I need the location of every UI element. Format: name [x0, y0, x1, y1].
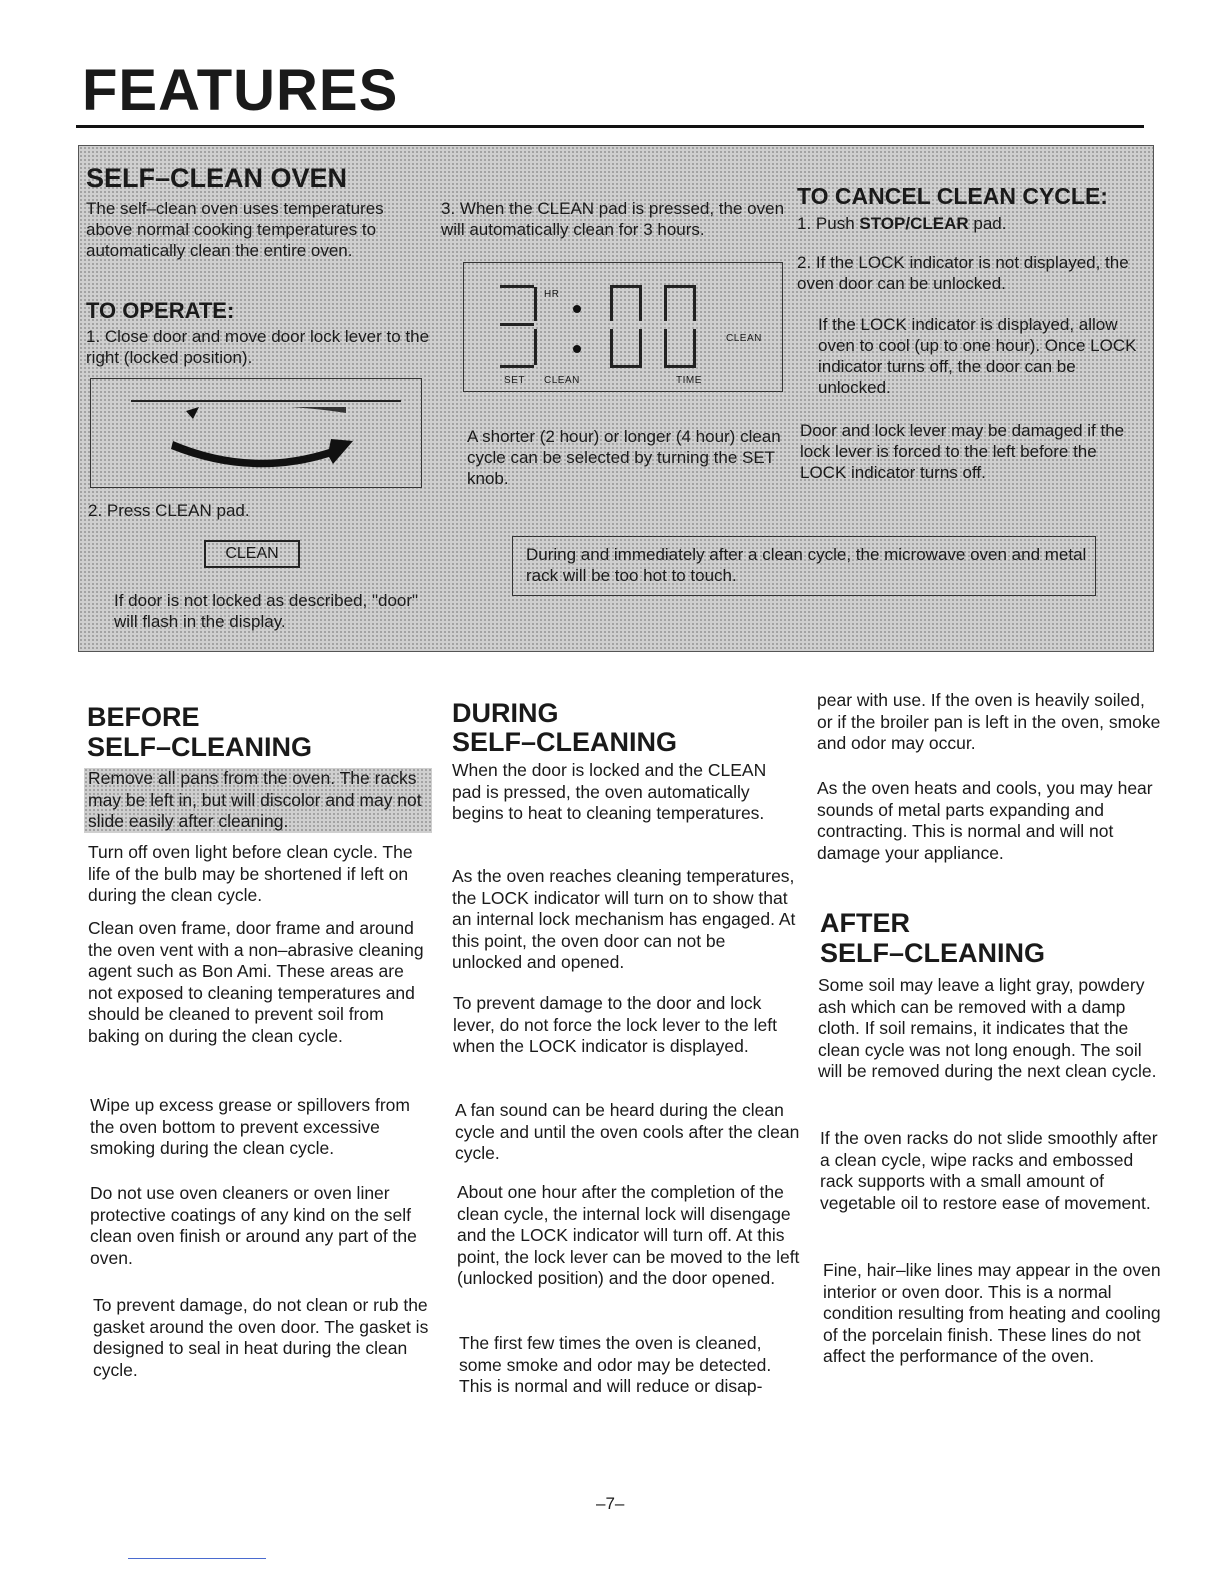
- before-remove-pans: Remove all pans from the oven. The racks may be left in, but will discolor and may not slide easily after cleaning.: [84, 768, 432, 833]
- segment: [610, 287, 613, 321]
- display-time-label: TIME: [676, 375, 702, 386]
- during-smoke-odor: The first few times the oven is cleaned, some smoke and odor may be detected. This is normal and will reduce or disap-: [459, 1333, 772, 1396]
- segment: [639, 287, 642, 321]
- before-heading-line2: SELF–CLEANING: [87, 732, 313, 762]
- col3-metal-sounds: As the oven heats and cools, you may hear sounds of metal parts expanding and contracting. This is normal and will not damage your appliance.: [817, 778, 1153, 863]
- segment: [639, 329, 642, 365]
- operate-step-2: 2. Press CLEAN pad.: [88, 501, 250, 520]
- after-racks: If the oven racks do not slide smoothly after a clean cycle, wipe racks and embossed rack supports with a small amount of vegetable oil to restore ease of movement.: [820, 1128, 1158, 1213]
- operate-step-1: 1. Close door and move door lock lever to the right (locked position).: [86, 327, 430, 367]
- lever-arrow-icon: [91, 379, 421, 487]
- segment: [610, 365, 642, 368]
- before-clean-frame: Clean oven frame, door frame and around the oven vent with a non–abrasive cleaning agent such as Bon Ami. These areas are not exposed to cleaning temperatures and should be cleaned to prevent soil from baking on during the clean cycle.: [88, 918, 424, 1046]
- door-not-locked-note: If door is not locked as described, "door" will flash in the display.: [114, 591, 419, 631]
- cancel-caution: Door and lock lever may be damaged if the lock lever is forced to the left before the LOCK indicator turns off.: [800, 421, 1125, 482]
- col3-continued: pear with use. If the oven is heavily soiled, or if the broiler pan is left in the oven, smoke and odor may occur.: [817, 690, 1161, 753]
- before-no-cleaners: Do not use oven cleaners or oven liner protective coatings of any kind on the self clean oven finish or around any part of the oven.: [90, 1183, 417, 1268]
- segment: [664, 285, 696, 288]
- before-heading-line1: BEFORE: [87, 702, 200, 732]
- segment: [664, 365, 696, 368]
- display-clean2-label: CLEAN: [544, 375, 580, 386]
- segment: [693, 287, 696, 321]
- self-clean-heading: SELF–CLEAN OVEN: [86, 163, 348, 193]
- segment: [500, 323, 534, 326]
- cancel-step-2: 2. If the LOCK indicator is not displayed, the oven door can be unlocked.: [797, 253, 1129, 293]
- during-heading-line1: DURING: [452, 698, 559, 728]
- display-set-label: SET: [504, 375, 525, 386]
- after-hair-lines: Fine, hair–like lines may appear in the oven interior or oven door. This is a normal condition resulting from heating and cooling of the porcelain finish. These lines do not affect the performance of the oven.: [823, 1260, 1161, 1366]
- before-gasket: To prevent damage, do not clean or rub the gasket around the oven door. The gasket is designed to seal in heat during the clean cycle.: [93, 1295, 429, 1380]
- segment: [664, 329, 667, 365]
- cancel-heading: TO CANCEL CLEAN CYCLE:: [797, 183, 1108, 209]
- cycle-length-note: A shorter (2 hour) or longer (4 hour) clean cycle can be selected by turning the SET knob.: [467, 427, 781, 488]
- segment: [693, 329, 696, 365]
- colon-dot: [573, 345, 581, 353]
- segment: [664, 287, 667, 321]
- before-turn-off-light: Turn off oven light before clean cycle. The life of the bulb may be shortened if left on during the clean cycle.: [88, 842, 413, 905]
- self-clean-intro: The self–clean oven uses temperatures above normal cooking temperatures to automatically clean the entire oven.: [86, 199, 384, 260]
- display-clean-label: CLEAN: [726, 333, 762, 344]
- page-title: FEATURES: [82, 58, 399, 123]
- segment: [534, 329, 537, 365]
- segment: [500, 365, 534, 368]
- segment: [610, 329, 613, 365]
- to-operate-heading: TO OPERATE:: [86, 298, 235, 323]
- after-gray-ash: Some soil may leave a light gray, powdery ash which can be removed with a damp cloth. If soil remains, it indicates that the clean cycle was not long enough. The soil will be removed during the next clean cycle.: [818, 975, 1157, 1081]
- clean-pad-key: CLEAN: [204, 540, 300, 568]
- colon-dot: [573, 305, 581, 313]
- cancel-lock-displayed: If the LOCK indicator is displayed, allow oven to cool (up to one hour). Once LOCK indicator turns off, the door can be unlocked.: [818, 315, 1137, 397]
- during-door-locked: When the door is locked and the CLEAN pad is pressed, the oven automatically begins to heat to cleaning temperatures.: [452, 760, 767, 823]
- segment: [500, 285, 534, 288]
- during-unlock: About one hour after the completion of the clean cycle, the internal lock will disengage and the LOCK indicator will turn off. At this point, the lock lever can be moved to the left (unlocked position) and the door opened.: [457, 1182, 800, 1288]
- clean-display-diagram: [463, 262, 783, 392]
- segment: [610, 285, 642, 288]
- hot-warning-text: During and immediately after a clean cycle, the microwave oven and metal rack will be too hot to touch.: [526, 545, 1087, 585]
- operate-step-3: 3. When the CLEAN pad is pressed, the oven will automatically clean for 3 hours.: [441, 199, 785, 239]
- footer-rule: [128, 1558, 266, 1559]
- segment: [534, 287, 537, 321]
- display-hr-label: HR: [544, 289, 560, 300]
- door-lock-lever-illustration: [90, 378, 422, 488]
- after-heading-line2: SELF–CLEANING: [820, 938, 1046, 968]
- before-wipe-grease: Wipe up excess grease or spillovers from the oven bottom to prevent excessive smoking during the clean cycle.: [90, 1095, 410, 1158]
- during-lock-indicator: As the oven reaches cleaning temperatures, the LOCK indicator will turn on to show that an internal lock mechanism has engaged. At this point, the oven door can not be unlocked and opened.: [452, 866, 796, 972]
- after-heading-line1: AFTER: [820, 908, 910, 938]
- cancel-step-1: 1. Push STOP/CLEAR pad.: [797, 214, 1007, 233]
- during-prevent-damage: To prevent damage to the door and lock lever, do not force the lock lever to the left when the LOCK indicator is displayed.: [453, 993, 777, 1056]
- page-number: –7–: [596, 1494, 625, 1513]
- title-rule: [76, 125, 1144, 128]
- during-heading-line2: SELF–CLEANING: [452, 727, 678, 757]
- during-fan-sound: A fan sound can be heard during the clean cycle and until the oven cools after the clean cycle.: [455, 1100, 800, 1163]
